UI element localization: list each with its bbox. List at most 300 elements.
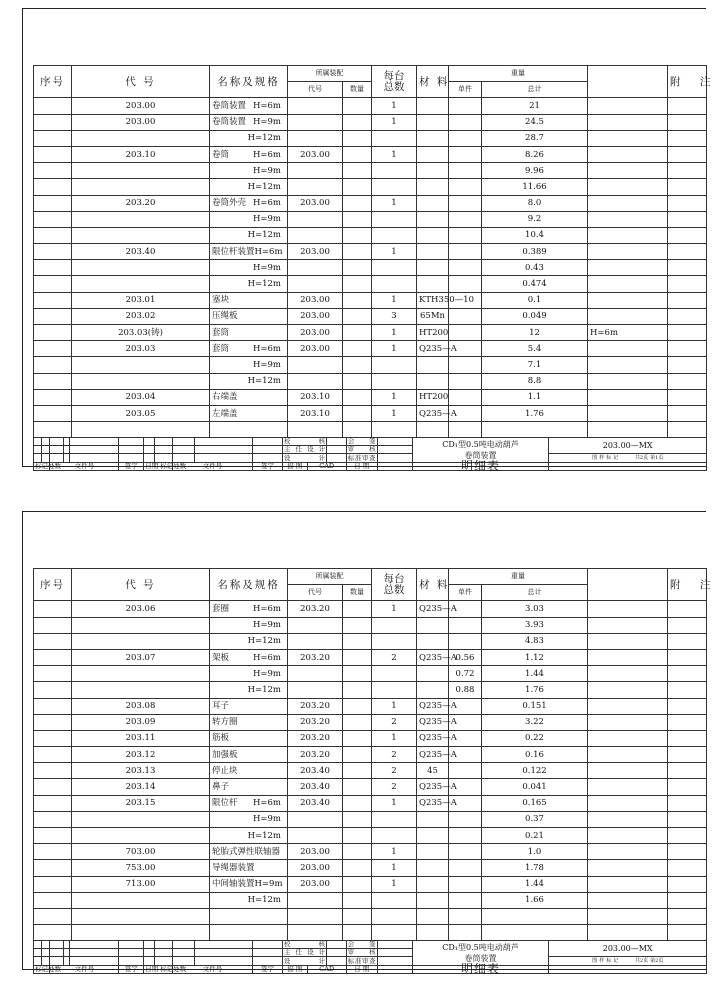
cell-remark	[588, 860, 668, 876]
cell-remark	[588, 876, 668, 892]
cell-name	[210, 617, 288, 633]
cell-seq	[34, 747, 72, 763]
cell-material: Q235—A	[417, 779, 449, 795]
cell-material: HT200	[417, 389, 449, 405]
tb-approve-label-0: 会 签	[347, 437, 376, 445]
cell-qty	[372, 892, 417, 908]
cell-name	[210, 925, 288, 941]
cell-remark	[588, 98, 668, 114]
cell-name	[210, 227, 288, 243]
cell-note	[668, 844, 707, 860]
cell-note	[668, 211, 707, 227]
header-blank	[588, 569, 668, 601]
item-name: 架板	[212, 652, 230, 663]
cell-parent-qty	[343, 373, 372, 389]
cell-seq	[34, 211, 72, 227]
cell-code	[72, 260, 210, 276]
cell-parent-code	[288, 163, 343, 179]
cell-code	[72, 811, 210, 827]
tb-approve-label-1: 审 核	[347, 948, 376, 956]
cell-seq	[34, 828, 72, 844]
cell-material	[417, 666, 449, 682]
header-parent-code: 代号	[288, 82, 343, 98]
cell-parent-code	[288, 114, 343, 130]
cell-material: Q235—A	[417, 405, 449, 421]
cell-note	[668, 876, 707, 892]
drawing-sheet-2	[22, 511, 718, 976]
item-name: 卷筒装置	[212, 117, 247, 128]
cell-weight-unit	[449, 422, 482, 438]
cell-remark	[588, 828, 668, 844]
cell-parent-code: 203.20	[288, 714, 343, 730]
cell-note	[668, 908, 707, 924]
cell-note	[668, 747, 707, 763]
tb-check-label-1: 主任设计	[283, 445, 326, 453]
cell-note	[668, 244, 707, 260]
cell-parent-qty	[343, 308, 372, 324]
table-row	[34, 811, 707, 827]
cell-parent-qty	[343, 325, 372, 341]
cell-remark	[588, 925, 668, 941]
table-row	[34, 633, 707, 649]
header-seq: 序号	[34, 66, 72, 98]
cell-material	[417, 422, 449, 438]
cell-name	[210, 260, 288, 276]
cell-seq	[34, 892, 72, 908]
cell-parent-qty	[343, 876, 372, 892]
cell-code: 203.04	[72, 389, 210, 405]
tb-check-label-0: 校 核	[283, 437, 326, 445]
cell-remark	[588, 179, 668, 195]
cell-parent-qty	[343, 617, 372, 633]
cell-weight-total: 0.22	[482, 730, 588, 746]
cell-remark	[588, 130, 668, 146]
item-name: 轮胎式弹性联轴器	[212, 846, 281, 857]
cell-name	[210, 811, 288, 827]
header-note: 附 注	[668, 66, 707, 98]
bom-table	[33, 568, 718, 941]
table-row	[34, 698, 707, 714]
cell-seq	[34, 666, 72, 682]
cell-qty	[372, 163, 417, 179]
cell-code: 203.05	[72, 405, 210, 421]
tb-doc-name: 明细表	[412, 463, 549, 471]
cell-weight-total: 0.151	[482, 698, 588, 714]
cell-seq	[34, 876, 72, 892]
cell-remark: H=6m	[588, 325, 668, 341]
item-spec: H=6m	[252, 149, 281, 160]
cell-material	[417, 925, 449, 941]
cell-code: 203.15	[72, 795, 210, 811]
cell-remark	[588, 714, 668, 730]
cell-note	[668, 617, 707, 633]
cell-note	[668, 276, 707, 292]
cell-qty	[372, 828, 417, 844]
tb-check-label-3: 描 图	[282, 966, 307, 974]
cell-weight-total: 1.76	[482, 682, 588, 698]
cell-code	[72, 373, 210, 389]
cell-weight-total: 4.83	[482, 633, 588, 649]
table-row	[34, 763, 707, 779]
cell-qty: 1	[372, 601, 417, 617]
cell-material: Q235—A	[417, 795, 449, 811]
cell-code: 203.13	[72, 763, 210, 779]
cell-seq	[34, 730, 72, 746]
cell-weight-unit	[449, 276, 482, 292]
cell-material	[417, 179, 449, 195]
cell-weight-unit	[449, 617, 482, 633]
title-block	[33, 940, 707, 974]
cell-remark	[588, 405, 668, 421]
cell-code	[72, 211, 210, 227]
cell-name	[210, 98, 288, 114]
cell-material	[417, 876, 449, 892]
cell-seq	[34, 925, 72, 941]
cell-name	[210, 114, 288, 130]
item-name: 限位杆装置	[212, 246, 255, 257]
header-name: 名称及规格	[210, 66, 288, 98]
cell-seq	[34, 292, 72, 308]
cell-parent-qty	[343, 633, 372, 649]
cell-weight-total: 0.1	[482, 292, 588, 308]
cell-seq	[34, 179, 72, 195]
cell-seq	[34, 98, 72, 114]
cell-parent-code: 203.00	[288, 844, 343, 860]
header-material: 材 料	[417, 569, 449, 601]
tb-rev-file-2: 文件号	[172, 966, 252, 974]
cell-parent-qty	[343, 276, 372, 292]
cell-material	[417, 163, 449, 179]
cell-note	[668, 98, 707, 114]
item-spec: H=6m	[252, 343, 281, 354]
cell-seq	[34, 811, 72, 827]
cell-weight-unit	[449, 130, 482, 146]
cell-weight-unit: 0.56	[449, 649, 482, 665]
cell-name	[210, 357, 288, 373]
cell-remark	[588, 698, 668, 714]
cell-remark	[588, 649, 668, 665]
table-row	[34, 292, 707, 308]
cell-code	[72, 422, 210, 438]
cell-parent-qty	[343, 666, 372, 682]
cell-seq	[34, 601, 72, 617]
cell-parent-code	[288, 276, 343, 292]
cell-parent-qty	[343, 828, 372, 844]
cell-parent-qty	[343, 925, 372, 941]
tb-page-count: 共2页	[634, 455, 649, 461]
cell-remark	[588, 844, 668, 860]
item-name: 卷筒外壳	[212, 198, 247, 209]
cell-note	[668, 860, 707, 876]
cell-code: 203.00	[72, 98, 210, 114]
header-parent-qty: 数量	[343, 82, 372, 98]
cell-weight-total: 0.122	[482, 763, 588, 779]
cell-note	[668, 698, 707, 714]
cell-parent-code: 203.00	[288, 860, 343, 876]
cell-parent-code: 203.20	[288, 747, 343, 763]
cell-weight-unit	[449, 357, 482, 373]
tb-check-label-2: 设 计	[283, 956, 326, 965]
cell-parent-qty	[343, 244, 372, 260]
cell-weight-total: 0.21	[482, 828, 588, 844]
cell-note	[668, 325, 707, 341]
title-block	[33, 437, 707, 471]
cell-name	[210, 308, 288, 324]
cell-seq	[34, 649, 72, 665]
cell-parent-qty	[343, 114, 372, 130]
cell-remark	[588, 211, 668, 227]
tb-approve-label-1: 审 核	[347, 445, 376, 453]
cell-name	[210, 163, 288, 179]
cell-qty: 1	[372, 244, 417, 260]
cell-note	[668, 163, 707, 179]
item-spec: H=12m	[247, 133, 281, 144]
cell-weight-unit	[449, 860, 482, 876]
table-row	[34, 389, 707, 405]
cell-qty	[372, 211, 417, 227]
item-spec: H=9m	[252, 262, 281, 273]
cell-qty: 1	[372, 844, 417, 860]
cell-note	[668, 341, 707, 357]
cell-weight-unit	[449, 195, 482, 211]
tb-check-label-2: 设 计	[283, 453, 326, 462]
cell-material: Q235—A	[417, 730, 449, 746]
cell-note	[668, 601, 707, 617]
cell-qty	[372, 682, 417, 698]
cell-weight-unit	[449, 828, 482, 844]
cell-code	[72, 357, 210, 373]
cell-name	[210, 325, 288, 341]
cell-name	[210, 860, 288, 876]
cell-remark	[588, 276, 668, 292]
cell-qty: 1	[372, 876, 417, 892]
cell-weight-unit	[449, 325, 482, 341]
item-spec: H=9m	[252, 214, 281, 225]
cell-qty	[372, 276, 417, 292]
cell-remark	[588, 308, 668, 324]
cell-remark	[588, 747, 668, 763]
cell-code: 713.00	[72, 876, 210, 892]
cell-parent-qty	[343, 98, 372, 114]
cell-qty: 2	[372, 747, 417, 763]
cell-parent-code: 203.10	[288, 405, 343, 421]
cell-remark	[588, 908, 668, 924]
cell-weight-total: 1.78	[482, 860, 588, 876]
tb-page-number: 第1页	[650, 455, 664, 461]
cell-weight-unit	[449, 211, 482, 227]
cell-remark	[588, 292, 668, 308]
cell-parent-code: 203.20	[288, 601, 343, 617]
cell-seq	[34, 308, 72, 324]
cell-remark	[588, 146, 668, 162]
cell-parent-qty	[343, 811, 372, 827]
tb-rev-mark: 标记处数	[35, 965, 61, 973]
cell-parent-qty	[343, 341, 372, 357]
cell-seq	[34, 779, 72, 795]
cell-material: Q235—A	[417, 341, 449, 357]
cell-remark	[588, 666, 668, 682]
header-weight-unit: 单件	[449, 82, 482, 98]
cell-parent-qty	[343, 763, 372, 779]
cell-parent-qty	[343, 422, 372, 438]
cell-parent-code	[288, 211, 343, 227]
cell-code	[72, 276, 210, 292]
cell-seq	[34, 146, 72, 162]
item-spec: H=6m	[254, 246, 283, 257]
table-row	[34, 422, 707, 438]
cell-seq	[34, 405, 72, 421]
cell-parent-code: 203.20	[288, 730, 343, 746]
cell-material	[417, 227, 449, 243]
cell-parent-qty	[343, 844, 372, 860]
cell-qty: 3	[372, 308, 417, 324]
cell-qty: 1	[372, 730, 417, 746]
cell-code: 203.03(铸)	[72, 325, 210, 341]
cell-parent-qty	[343, 163, 372, 179]
header-seq: 序号	[34, 569, 72, 601]
header-weight-total: 总计	[482, 82, 588, 98]
cell-parent-qty	[343, 860, 372, 876]
cell-parent-qty	[343, 682, 372, 698]
cell-seq	[34, 260, 72, 276]
cell-code: 203.00	[72, 114, 210, 130]
cell-weight-total: 9.96	[482, 163, 588, 179]
cell-qty: 1	[372, 98, 417, 114]
cell-parent-code	[288, 925, 343, 941]
cell-note	[668, 714, 707, 730]
cell-material	[417, 811, 449, 827]
cell-remark	[588, 617, 668, 633]
item-spec: H=9m	[252, 359, 281, 370]
cell-seq	[34, 682, 72, 698]
cell-seq	[34, 633, 72, 649]
cell-code	[72, 617, 210, 633]
cell-remark	[588, 682, 668, 698]
tb-doc-name: 明细表	[412, 966, 549, 974]
cell-code: 203.06	[72, 601, 210, 617]
table-row	[34, 308, 707, 324]
tb-rev-sign-2: 签字	[253, 463, 283, 471]
item-spec: H=6m	[252, 603, 281, 614]
cell-note	[668, 828, 707, 844]
cell-parent-qty	[343, 389, 372, 405]
tb-cad-label: CAD	[307, 463, 346, 471]
cell-weight-total: 1.1	[482, 389, 588, 405]
cell-seq	[34, 357, 72, 373]
cell-remark	[588, 195, 668, 211]
cell-weight-unit	[449, 892, 482, 908]
cell-remark	[588, 244, 668, 260]
cell-name	[210, 292, 288, 308]
cell-qty: 1	[372, 389, 417, 405]
cell-qty	[372, 227, 417, 243]
item-spec: H=9m	[252, 668, 281, 679]
cell-note	[668, 682, 707, 698]
cell-material	[417, 633, 449, 649]
tb-product-title: CD₁型0.5吨电动葫芦 卷筒装置	[412, 438, 549, 463]
tb-rev-date: 日期 标记处数	[145, 462, 187, 470]
cell-qty	[372, 811, 417, 827]
tb-stage-row: 图 样 标 记 共2页 第2页	[549, 957, 707, 966]
cell-parent-code	[288, 422, 343, 438]
cell-material	[417, 276, 449, 292]
cell-parent-code	[288, 130, 343, 146]
item-name: 套筒	[212, 327, 230, 338]
cell-material	[417, 357, 449, 373]
cell-parent-code	[288, 260, 343, 276]
cell-seq	[34, 195, 72, 211]
cell-name	[210, 179, 288, 195]
table-row	[34, 860, 707, 876]
cell-note	[668, 422, 707, 438]
cell-seq	[34, 908, 72, 924]
tb-rev-mark: 标记处数	[35, 462, 61, 470]
cell-weight-unit: 0.72	[449, 666, 482, 682]
tb-page-count: 共2页	[634, 958, 649, 964]
cell-name	[210, 146, 288, 162]
table-row	[34, 682, 707, 698]
item-name: 左端盖	[212, 408, 238, 419]
cell-material: 45	[417, 763, 449, 779]
cell-parent-code: 203.40	[288, 795, 343, 811]
cell-qty: 2	[372, 779, 417, 795]
cell-qty	[372, 925, 417, 941]
tb-rev-file: 文件号	[50, 463, 119, 471]
cell-weight-unit	[449, 244, 482, 260]
item-spec: H=6m	[252, 198, 281, 209]
header-weight: 重量	[449, 569, 588, 585]
cell-weight-total: 1.44	[482, 666, 588, 682]
cell-material	[417, 860, 449, 876]
cell-weight-unit	[449, 308, 482, 324]
cell-qty: 1	[372, 405, 417, 421]
cell-code	[72, 179, 210, 195]
cell-material: Q235—A	[417, 601, 449, 617]
cell-parent-code	[288, 828, 343, 844]
item-spec: H=9m	[252, 165, 281, 176]
table-row	[34, 405, 707, 421]
item-name: 塞块	[212, 295, 230, 306]
table-row	[34, 666, 707, 682]
cell-material: Q235—A	[417, 747, 449, 763]
cell-weight-total: 0.16	[482, 747, 588, 763]
cell-parent-qty	[343, 730, 372, 746]
cell-code: 203.40	[72, 244, 210, 260]
cell-code: 203.02	[72, 308, 210, 324]
cell-remark	[588, 601, 668, 617]
tb-approve-label-2: 标准审查	[347, 453, 376, 462]
cell-parent-code: 203.00	[288, 341, 343, 357]
cell-name	[210, 779, 288, 795]
table-row	[34, 795, 707, 811]
cell-material: HT200	[417, 325, 449, 341]
cell-note	[668, 925, 707, 941]
cell-parent-qty	[343, 227, 372, 243]
cell-parent-qty	[343, 747, 372, 763]
bom-table	[33, 65, 718, 438]
cell-parent-qty	[343, 649, 372, 665]
table-row	[34, 163, 707, 179]
cell-parent-code: 203.10	[288, 389, 343, 405]
cell-seq	[34, 617, 72, 633]
table-row	[34, 908, 707, 924]
cell-weight-unit	[449, 908, 482, 924]
item-name: 停止块	[212, 765, 238, 776]
table-row	[34, 227, 707, 243]
cell-code: 203.11	[72, 730, 210, 746]
cell-code	[72, 633, 210, 649]
cell-weight-unit: 0.88	[449, 682, 482, 698]
